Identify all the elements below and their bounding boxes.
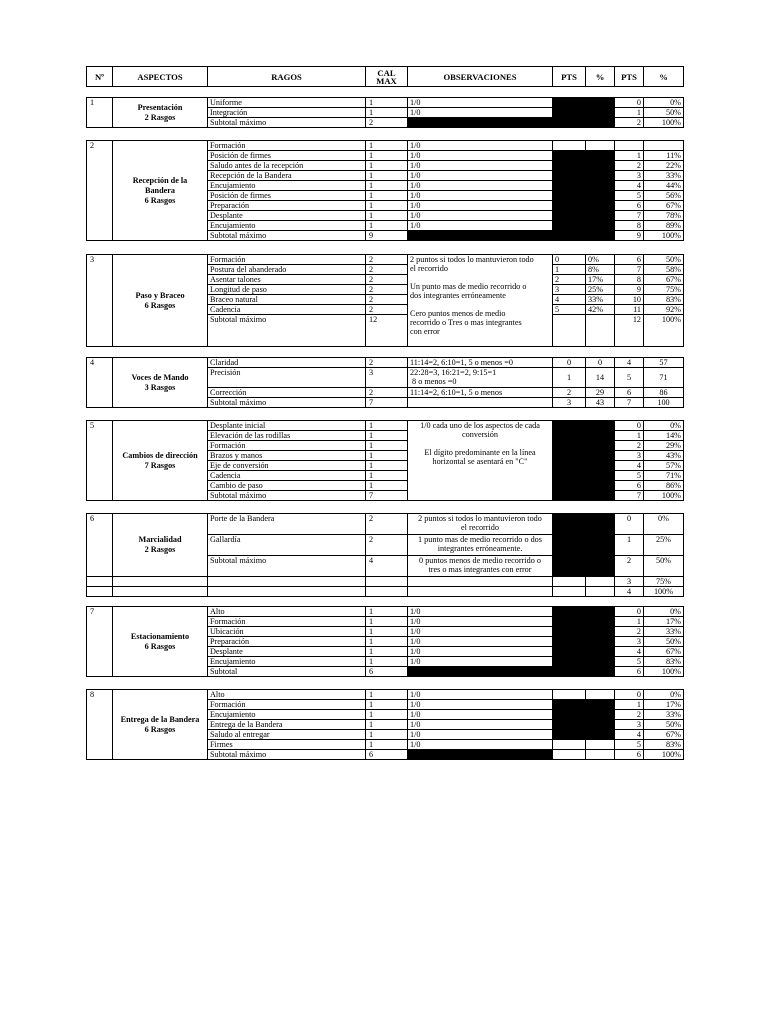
table-row: Corrección 2 11:14=2, 6:10=1, 5 o menos 2 29 6 86: [87, 388, 684, 398]
shaded-cell: [553, 627, 586, 637]
shaded-cell: [553, 647, 586, 657]
shaded-cell: [586, 471, 615, 481]
shaded-cell: [586, 181, 615, 191]
shaded-cell: [553, 421, 586, 431]
shaded-cell: [586, 431, 615, 441]
aspect-name: Presentación 2 Rasgos: [113, 98, 208, 128]
shaded-cell: [553, 720, 586, 730]
shaded-cell: [553, 491, 586, 501]
shaded-cell: [553, 161, 586, 171]
table-row: 3 Paso y Braceo 6 Rasgos Formación 2 2 puntos si todos lo mantuvieron todo el recorrido Un punto mas de medio recorrido o dos integrantes erróneamente Cero puntos menos de medio recorrido o Tres o mas integrantes con error 0 0% 6 50%: [87, 255, 684, 265]
shaded-cell: [553, 535, 586, 556]
shaded-cell: [586, 171, 615, 181]
table-row: Desplante 1 1/0 4 67%: [87, 647, 684, 657]
section-marcialidad: [86, 513, 684, 597]
shaded-cell: [553, 191, 586, 201]
section-voces-mando: [86, 357, 684, 408]
table-row: Longitud de paso 2 3 25% 9 75%: [87, 285, 684, 295]
shaded-cell: [553, 700, 586, 710]
table-row: Integración 1 1/0 1 50%: [87, 108, 684, 118]
table-row: 5 Cambios de dirección 7 Rasgos Desplante inicial 1 1/0 cada uno de los aspectos de cada conversión El dígito predominante en la línea horizontal se asentará en "C" 0 0%: [87, 421, 684, 431]
col-pct-b: %: [644, 67, 684, 87]
table-row: [87, 67, 684, 87]
section-paso-braceo: [86, 254, 684, 347]
col-calmax: CAL MAX: [366, 67, 408, 87]
shaded-cell: [586, 514, 615, 535]
subtotal-row: Subtotal máximo 9 9 100%: [87, 231, 684, 241]
shaded-cell: [586, 421, 615, 431]
table-row: Posición de firmes 1 1/0 1 11%: [87, 151, 684, 161]
table-row: 2 Recepción de la Bandera 6 Rasgos Formación 1 1/0: [87, 141, 684, 151]
table-row: Firmes 1 1/0 5 83%: [87, 740, 684, 750]
aspect-name: Entrega de la Bandera 6 Rasgos: [113, 690, 208, 760]
table-row: Asentar talones 2 2 17% 8 67%: [87, 275, 684, 285]
shaded-cell: [586, 710, 615, 720]
shaded-cell: [553, 461, 586, 471]
section-estacionamiento: [86, 606, 684, 677]
shaded-cell: [586, 201, 615, 211]
shaded-cell: [553, 211, 586, 221]
section-recepcion: [86, 140, 684, 241]
shaded-cell: [553, 556, 586, 577]
shaded-cell: [586, 151, 615, 161]
table-row: Recepción de la Bandera 1 1/0 3 33%: [87, 171, 684, 181]
shaded-cell: [586, 617, 615, 627]
table-row: Brazos y manos 1 3 43%: [87, 451, 684, 461]
shaded-cell: [553, 667, 586, 677]
shaded-cell: [553, 181, 586, 191]
shaded-cell: [408, 231, 553, 241]
shaded-cell: [553, 171, 586, 181]
table-row: 7 Estacionamiento 6 Rasgos Alto 1 1/0 0 0%: [87, 607, 684, 617]
subtotal-row: Subtotal máximo 7 7 100%: [87, 491, 684, 501]
table-row: 8 Entrega de la Bandera 6 Rasgos Alto 1 1/0 0 0%: [87, 690, 684, 700]
col-pts-a: PTS: [553, 67, 586, 87]
shaded-cell: [553, 607, 586, 617]
shaded-cell: [586, 441, 615, 451]
table-row: Formación 1 1/0 1 17%: [87, 617, 684, 627]
shaded-cell: [553, 637, 586, 647]
shaded-cell: [408, 750, 553, 760]
shaded-cell: [586, 627, 615, 637]
shaded-cell: [553, 231, 586, 241]
table-row: Postura del abanderado 2 1 8% 7 58%: [87, 265, 684, 275]
observaciones-text: 1/0 cada uno de los aspectos de cada conversión El dígito predominante en la línea horizontal se asentará en "C": [408, 421, 553, 501]
aspect-name: Cambios de dirección 7 Rasgos: [113, 421, 208, 501]
table-row: Encujamiento 1 1/0 4 44%: [87, 181, 684, 191]
shaded-cell: [586, 667, 615, 677]
shaded-cell: [586, 556, 615, 577]
table-row: 6 Marcialidad 2 Rasgos Porte de la Bandera 2 2 puntos si todos lo mantuvieron todo el recorrido 0 0%: [87, 514, 684, 535]
shaded-cell: [553, 451, 586, 461]
shaded-cell: [586, 657, 615, 667]
table-row: Cadencia 2 5 42% 11 92%: [87, 305, 684, 315]
shaded-cell: [586, 647, 615, 657]
aspect-name: Paso y Braceo 6 Rasgos: [113, 255, 208, 347]
shaded-cell: [553, 441, 586, 451]
shaded-cell: [553, 471, 586, 481]
aspect-name: Estacionamiento 6 Rasgos: [113, 607, 208, 677]
shaded-cell: [553, 617, 586, 627]
shaded-cell: [553, 431, 586, 441]
aspect-name: Marcialidad 2 Rasgos: [113, 514, 208, 577]
table-row: Encujamiento 1 1/0 8 89%: [87, 221, 684, 231]
table-row: Eje de conversión 1 4 57%: [87, 461, 684, 471]
table-row: Encujamiento 1 1/0 5 83%: [87, 657, 684, 667]
shaded-cell: [586, 221, 615, 231]
table-row: Formación 1 2 29%: [87, 441, 684, 451]
table-row: Gallardía 2 1 punto mas de medio recorrido o dos integrantes erróneamente. 1 25%: [87, 535, 684, 556]
shaded-cell: [586, 730, 615, 740]
table-row: Elevación de las rodillas 1 1 14%: [87, 431, 684, 441]
table-row: 3 75%: [87, 577, 684, 587]
col-aspectos: ASPECTOS: [113, 67, 208, 87]
shaded-cell: [586, 161, 615, 171]
observaciones-text: 2 puntos si todos lo mantuvieron todo el recorrido Un punto mas de medio recorrido o dos integrantes erróneamente Cero puntos menos de medio recorrido o Tres o mas integrantes con error: [408, 255, 553, 347]
shaded-cell: [586, 481, 615, 491]
aspect-name: Voces de Mando 3 Rasgos: [113, 358, 208, 408]
subtotal-row: Subtotal máximo 6 6 100%: [87, 750, 684, 760]
shaded-cell: [586, 451, 615, 461]
subtotal-row: Subtotal máximo 7 3 43 7 100: [87, 398, 684, 408]
shaded-cell: [586, 191, 615, 201]
table-row: Saludo al entregar 1 1/0 4 67%: [87, 730, 684, 740]
col-pct-a: %: [586, 67, 615, 87]
table-row: Preparación 1 1/0 3 50%: [87, 637, 684, 647]
shaded-cell: [586, 491, 615, 501]
col-no: Nº: [87, 67, 113, 87]
aspect-name: Recepción de la Bandera 6 Rasgos: [113, 141, 208, 241]
section-presentacion: [86, 97, 684, 128]
table-row: Braceo natural 2 4 33% 10 83%: [87, 295, 684, 305]
subtotal-row: Subtotal máximo 12 12 100%: [87, 315, 684, 347]
shaded-cell: [553, 514, 586, 535]
table-row: 1 Presentación 2 Rasgos Uniforme 1 1/0 0 0%: [87, 98, 684, 108]
table-row: Ubicación 1 1/0 2 33%: [87, 627, 684, 637]
shaded-cell: [586, 720, 615, 730]
col-observaciones: OBSERVACIONES: [408, 67, 553, 87]
shaded-cell: [408, 667, 553, 677]
shaded-cell: [553, 151, 586, 161]
table-row: Cadencia 1 5 71%: [87, 471, 684, 481]
table-row: Precisión 3 22:28=3, 16:21=2, 9:15=1 8 o menos =0 1 14 5 71: [87, 368, 684, 388]
table-row: 4 Voces de Mando 3 Rasgos Claridad 2 11:14=2, 6:10=1, 5 o menos =0 0 0 4 57: [87, 358, 684, 368]
shaded-cell: [553, 657, 586, 667]
table-row: Encujamiento 1 1/0 2 33%: [87, 710, 684, 720]
shaded-cell: [586, 700, 615, 710]
col-pts-b: PTS: [615, 67, 644, 87]
subtotal-row: Subtotal máximo 4 0 puntos menos de medio recorrido o tres o mas integrantes con error 2 50%: [87, 556, 684, 577]
header-table: [86, 66, 684, 87]
section-entrega-bandera: [86, 689, 684, 760]
table-row: 4 100%: [87, 587, 684, 597]
shaded-cell: [586, 231, 615, 241]
shaded-cell: [586, 535, 615, 556]
shaded-cell: [586, 637, 615, 647]
table-row: Entrega de la Bandera 1 1/0 3 50%: [87, 720, 684, 730]
table-row: Posición de firmes 1 1/0 5 56%: [87, 191, 684, 201]
table-row: Cambio de paso 1 6 86%: [87, 481, 684, 491]
shaded-cell: [553, 481, 586, 491]
shaded-cell: [586, 607, 615, 617]
shaded-cell: [553, 201, 586, 211]
subtotal-row: Subtotal 6 6 100%: [87, 667, 684, 677]
section-cambios-direccion: [86, 420, 684, 501]
table-row: Saludo antes de la recepción 1 1/0 2 22%: [87, 161, 684, 171]
shaded-cell: [553, 710, 586, 720]
shaded-cell: [586, 461, 615, 471]
col-ragos: RAGOS: [208, 67, 366, 87]
table-row: Desplante 1 1/0 7 78%: [87, 211, 684, 221]
shaded-cell: [553, 221, 586, 231]
table-row: Preparación 1 1/0 6 67%: [87, 201, 684, 211]
subtotal-row: Subtotal máximo 2 2 100%: [87, 118, 684, 128]
shaded-cell: [553, 730, 586, 740]
shaded-cell: [586, 211, 615, 221]
table-row: Formación 1 1/0 1 17%: [87, 700, 684, 710]
